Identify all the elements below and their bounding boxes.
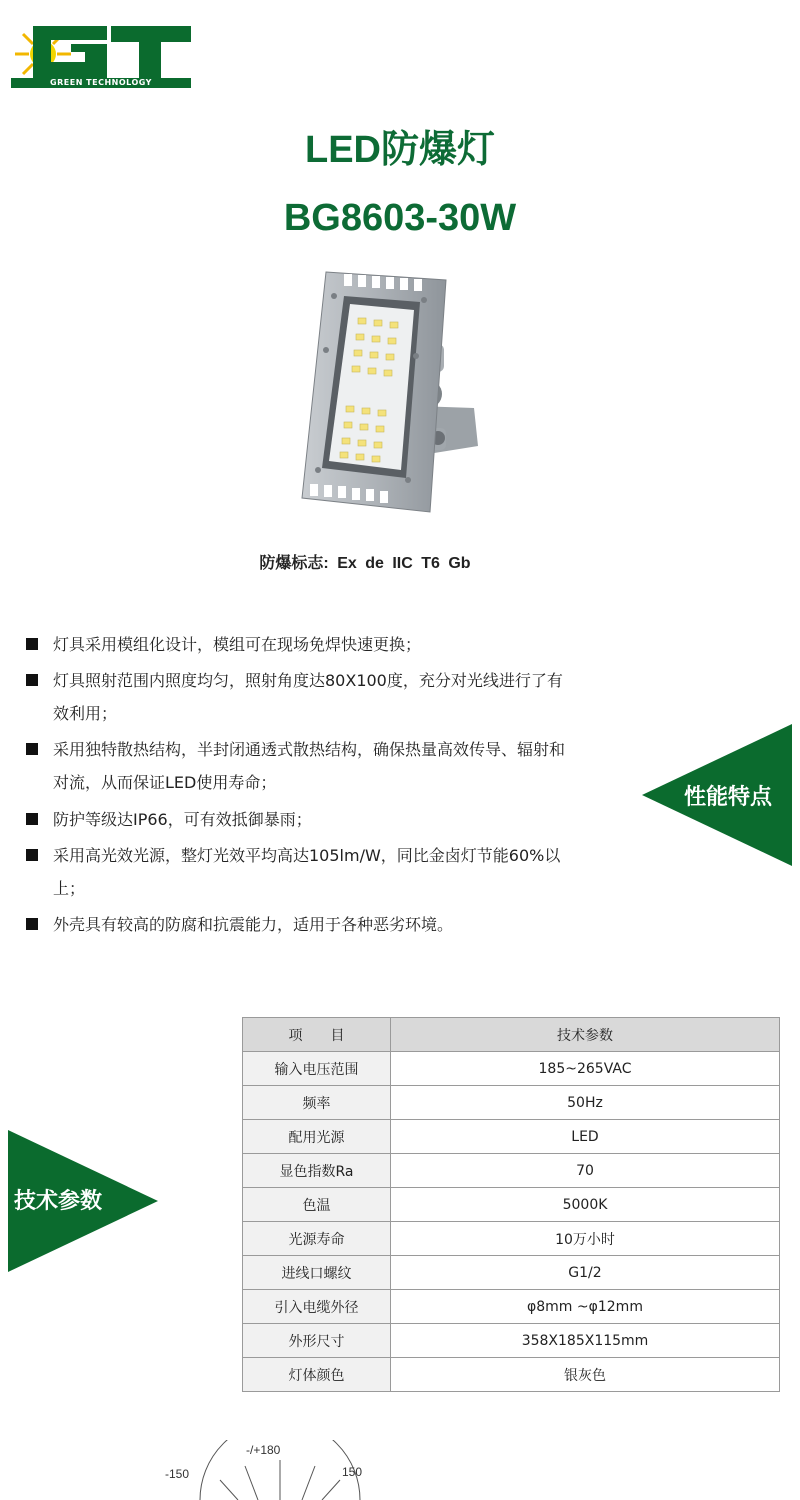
spec-table [242,1017,780,1392]
spec-value: φ8mm ~φ12mm [391,1290,780,1324]
spec-name: 频率 [243,1086,391,1120]
table-row [243,1154,780,1188]
square-bullet-icon [26,849,38,861]
explosion-proof-mark: 防爆标志: Ex de IIC T6 Gb [259,555,471,572]
spec-name: 配用光源 [243,1120,391,1154]
table-row [243,1086,780,1120]
feature-text: 外壳具有较高的防腐和抗震能力，适用于各种恶劣环境。 [53,915,454,934]
table-row [243,1052,780,1086]
table-row [243,1188,780,1222]
spec-name: 显色指数Ra [243,1154,391,1188]
polar-label-right: 150 [342,1465,363,1479]
square-bullet-icon [26,918,38,930]
table-row [243,1290,780,1324]
spec-name: 引入电缆外径 [243,1290,391,1324]
table-row [243,1120,780,1154]
spec-value: 50Hz [391,1086,780,1120]
column-header-item: 项 目 [243,1018,391,1052]
list-item [26,839,566,905]
table-row [243,1256,780,1290]
feature-list [26,628,566,944]
lamp-product-image [296,266,486,518]
feature-text: 采用高光效光源，整灯光效平均高达105lm/W，同比金卤灯节能60%以上； [53,846,561,898]
table-header-row [243,1018,780,1052]
table-row [243,1324,780,1358]
product-model: BG8603-30W [283,197,517,239]
spec-name: 灯体颜色 [243,1358,391,1392]
column-header-value: 技术参数 [391,1018,780,1052]
square-bullet-icon [26,638,38,650]
logo-text: GREEN TECHNOLOGY [50,78,152,87]
feature-text: 灯具采用模组化设计，模组可在现场免焊快速更换； [53,635,422,654]
square-bullet-icon [26,813,38,825]
features-tag-label: 性能特点 [684,785,773,810]
polar-label-top: -/+180 [246,1443,281,1457]
table-row [243,1358,780,1392]
spec-name: 输入电压范围 [243,1052,391,1086]
spec-value: 358X185X115mm [391,1324,780,1358]
spec-value: LED [391,1120,780,1154]
feature-text: 灯具照射范围内照度均匀，照射角度达80X100度，充分对光线进行了有效利用； [53,671,563,723]
spec-value: G1/2 [391,1256,780,1290]
product-title: LED防爆灯 [304,129,495,171]
spec-name: 外形尺寸 [243,1324,391,1358]
list-item [26,628,566,661]
feature-text: 防护等级达IP66，可有效抵御暴雨； [53,810,312,829]
square-bullet-icon [26,674,38,686]
spec-value: 10万小时 [391,1222,780,1256]
list-item [26,803,566,836]
list-item [26,733,566,799]
logo-graphic [11,22,191,80]
feature-text: 采用独特散热结构，半封闭通透式散热结构，确保热量高效传导、辐射和对流，从而保证LED使用寿命； [53,740,566,792]
company-logo [11,22,191,88]
table-row [243,1222,780,1256]
spec-value: 70 [391,1154,780,1188]
specs-tag-label: 技术参数 [14,1189,103,1214]
spec-value: 185~265VAC [391,1052,780,1086]
polar-label-left: -150 [165,1467,190,1481]
spec-name: 光源寿命 [243,1222,391,1256]
list-item [26,908,566,941]
spec-name: 进线口螺纹 [243,1256,391,1290]
spec-value: 银灰色 [391,1358,780,1392]
square-bullet-icon [26,743,38,755]
list-item [26,664,566,730]
spec-value: 5000K [391,1188,780,1222]
spec-name: 色温 [243,1188,391,1222]
